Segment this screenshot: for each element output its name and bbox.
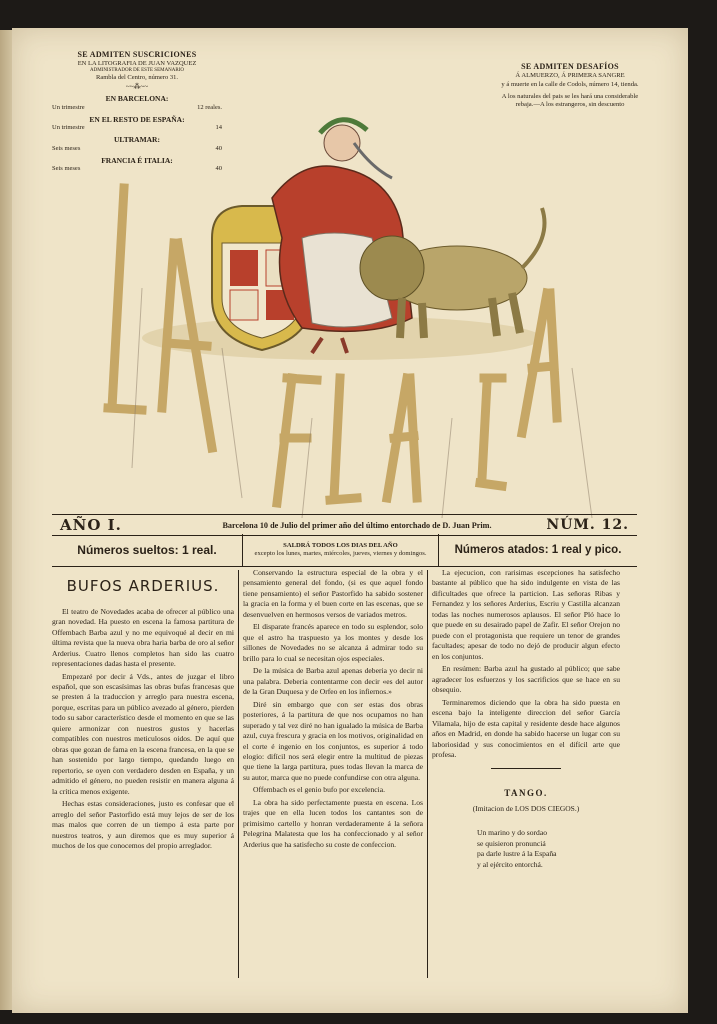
price-row: Seis meses 40 [52, 144, 222, 152]
schedule-title: SALDRÁ TODOS LOS DIAS DEL AÑO [283, 542, 398, 550]
year-label: AÑO I. [60, 516, 122, 534]
column-rule [238, 570, 239, 978]
verse-line: y al ejército entorchá. [477, 860, 543, 870]
article-column-3 [432, 568, 620, 871]
bound-price: Números atados: 1 real y pico. [454, 544, 622, 556]
paragraph: Diré sin embargo que con ser estas dos obras posteriores, á la partitura de que nos ocupamos no han superado y tal vez diré no han igualado la música de Barba azul, cuya frescura y gracia en los motivos, originalidad en el corte é ingenio en los conjuntos, es superior á todo elogio: difícil nos será elegir entre la multitud de piezas que tiene la larga partitura, pues todas llevan la marca de su autor, marca que no puede confundirse con otra alguna. [243, 699, 423, 782]
paragraph: La ejecucion, con rarisimas escepciones ha satisfecho bastante al público que ha sido indulgente en vista de las dificultades que ofrece la particion. Las señoras Ribas y Fernandez y los señores Arderius, Escriu y Castilla alcanzan todas las noches numerosos aplausos. El señor Pló hace lo que puede en su desairado papel de Zafir. El señor Orejon no puede con el protagonista que requiere un tenor de grandes facultades; apesar de todo no dejó de producir algun efecto en los conjuntos. [432, 568, 620, 661]
article-headline: BUFOS ARDERIUS. [66, 577, 220, 595]
newspaper-page [12, 28, 688, 1013]
price-row: Seis meses 40 [52, 165, 222, 173]
challenges-note: A los naturales del pais se les hará una considerable rebaja.—A los estrangeros, sin descuento [501, 92, 639, 109]
divider [491, 768, 561, 769]
paragraph: Empezaré por decir á Vds., antes de juzgar el libro español, que son escasísimas las obras bufas francesas que se presten á la traduccion y arreglo para nuestra escena, porque, escritas para un público avezado al género, pierden todo su sabor característico desde el momento en que se las quiere armonizar con nuestros gustos y hacerlas compatibles con nuestros meticulosos oidos. De aquí que obras que gozan de fama en la escena francesa, en la que se han sostenido por largo tiempo, quedando luego en repertorio, se oyen con verdadero desden en España, y un admitido el género, no pueden resistir en manera alguna á la crítica menos exigente. [52, 671, 234, 796]
article-column-2 [243, 568, 423, 852]
price-section: FRANCIA É ITALIA: [101, 155, 173, 165]
tango-title: TANGO. [504, 788, 548, 799]
challenges-line: y á muerte en la calle de Codols, número 14, tienda. [501, 80, 639, 88]
paragraph: El disparate francés aparece en todo su esplendor, solo que el astro ha traspuesto ya los montes y desde los sillones de Novedades no se alcanza á admirar todo su brillo para lo cual se necesitan ojos especiales. [243, 622, 423, 663]
paragraph: El teatro de Novedades acaba de ofrecer al público una gran novedad. Ha puesto en escena la famosa partitura de Offembach Barba azul y no me equivoqué al decir en mi última revista que la nueva obra haria barba de oro al señor Arderius. Cuatro llenos completos han sido las cuatro representaciones dadas hasta el presente. [52, 606, 234, 669]
subscription-title: SE ADMITEN SUSCRICIONES [77, 50, 197, 59]
masthead-illustration [72, 88, 632, 518]
dateline: Barcelona 10 de Julio del primer año del último entorchado de D. Juan Prim. [222, 520, 492, 530]
subscription-address: Rambla del Centro, número 31. [96, 74, 178, 82]
challenges-title: SE ADMITEN DESAFÍOS [521, 62, 619, 71]
column-rule [427, 570, 428, 978]
paragraph: Conservando la estructura especial de la obra y el pensamiento general del fondo, (si es que aquel fondo tiene pensamiento) el señor Pastorfido ha sabido sostener la gracia en la forma y el buen corte en las escenas, que se desenvuelven en hermosos versos de variados metros. [243, 568, 423, 619]
challenges-line: Á ALMUERZO, Á PRIMERA SANGRE [515, 72, 625, 80]
price-section: EN EL RESTO DE ESPAÑA: [89, 114, 185, 124]
article-column-1 [52, 568, 234, 853]
paragraph: Hechas estas consideraciones, justo es confesar que el arreglo del señor Pastorfido está muy lejos de ser de los mas malos que corren de un tiempo á esta parte por nuestros teatros, y aun diremos que es muy superior á muchos de los que conocemos del propio arreglador. [52, 799, 234, 850]
paragraph: Offembach es el genio bufo por excelencia. [253, 785, 386, 795]
paragraph: En resúmen: Barba azul ha gustado al público; que sabe agradecer los esfuerzos y los sacrificios que se hace en su obsequio. [432, 664, 620, 695]
subscription-line: EN LA LITOGRAFIA DE JUAN VAZQUEZ [77, 60, 197, 67]
masthead-band [52, 514, 637, 536]
tango-subtitle: (Imitacion de LOS DOS CIEGOS.) [472, 803, 580, 813]
paragraph: De la música de Barba azul apenas deberia yo decir ni una palabra. Deberia contentarme con decir «es del autor de la Gran Duquesa y de Orfeo en los infiernos.» [243, 666, 423, 697]
price-section: EN BARCELONA: [105, 94, 169, 104]
price-section: ULTRAMAR: [114, 135, 160, 145]
price-row: Un trimestre 12 reales. [52, 103, 222, 111]
verse-line: se quisieron pronunciá [477, 838, 546, 848]
verse-line: Un marino y do sordao [477, 828, 548, 838]
ornament: ~~⁂~~ [125, 82, 149, 91]
issue-number: NÚM. 12. [546, 517, 629, 533]
price-band [52, 534, 637, 567]
loose-price: Números sueltos: 1 real. [52, 534, 243, 566]
price-row: Un trimestre 14 [52, 124, 222, 132]
verse [432, 828, 620, 871]
subscription-line: ADMINISTRADOR DE ESTE SEMANARIO [89, 68, 185, 74]
paragraph: Terminaremos diciendo que la obra ha sido puesta en escena bajo la inteligente direccion del señor García Vilamala, hijo de esta capital y residente desde hace algunos años en Madrid, en donde ha sabido hacerse un lugar con su laboriosidad y sus conocimientos en el difícil arte que profesa. [432, 697, 620, 759]
schedule-text: excepto los lunes, martes, miércoles, jueves, viernes y domingos. [254, 550, 427, 557]
verse-line: pa darle lustre á la España [477, 849, 557, 859]
schedule-box [243, 534, 439, 566]
paragraph: La obra ha sido perfectamente puesta en escena. Los trajes que en ella lucen todos los cantantes son de primisimo cartello y honran verdaderamente á la señora Pelegrina Malatesta que los ha confeccionado y al señor Arderius que ha satisfecho su coste de confeccion. [243, 797, 423, 849]
